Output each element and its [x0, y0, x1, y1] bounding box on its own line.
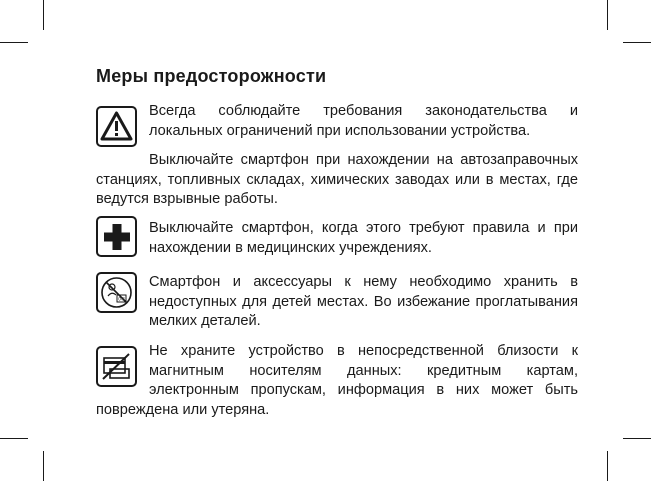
precaution-item-medical — [96, 219, 578, 260]
precaution-item-law — [96, 102, 578, 143]
crop-mark-bottom-right-v — [607, 451, 608, 481]
crop-mark-bottom-right-h — [623, 438, 651, 439]
precaution-item-magnetic — [96, 342, 578, 420]
precaution-text: Выключайте смартфон при нахождении на автозаправочных станциях, топливных складах, химических заводах или в местах, где ведутся взрывные работы. — [96, 152, 578, 207]
precaution-text: Не храните устройство в непосредственной близости к магнитным носителям данных: кредитным картам, электронным пропускам, информация в них может быть повреждена или утеряна. — [96, 343, 578, 418]
precaution-text: Всегда соблюдайте требования законодательства и локальных ограничений при использовании устройства. — [149, 103, 578, 139]
crop-mark-top-left-h — [0, 42, 28, 43]
precaution-text: Смартфон и аксессуары к нему необходимо хранить в недоступных для детей местах. Во избежание проглатывания мелких деталей. — [149, 274, 578, 329]
crop-mark-top-right-h — [623, 42, 651, 43]
precaution-item-children — [96, 273, 578, 332]
crop-mark-top-left-v — [43, 0, 44, 30]
page-title: Меры предосторожности — [96, 66, 327, 86]
svg-text:0-3: 0-3 — [118, 296, 125, 302]
crop-mark-bottom-left-v — [43, 451, 44, 481]
crop-mark-bottom-left-h — [0, 438, 28, 439]
crop-mark-top-right-v — [607, 0, 608, 30]
precaution-item-fuel — [96, 151, 578, 210]
precaution-text: Выключайте смартфон, когда этого требуют правила и при нахождении в медицинских учреждениях. — [149, 220, 578, 256]
